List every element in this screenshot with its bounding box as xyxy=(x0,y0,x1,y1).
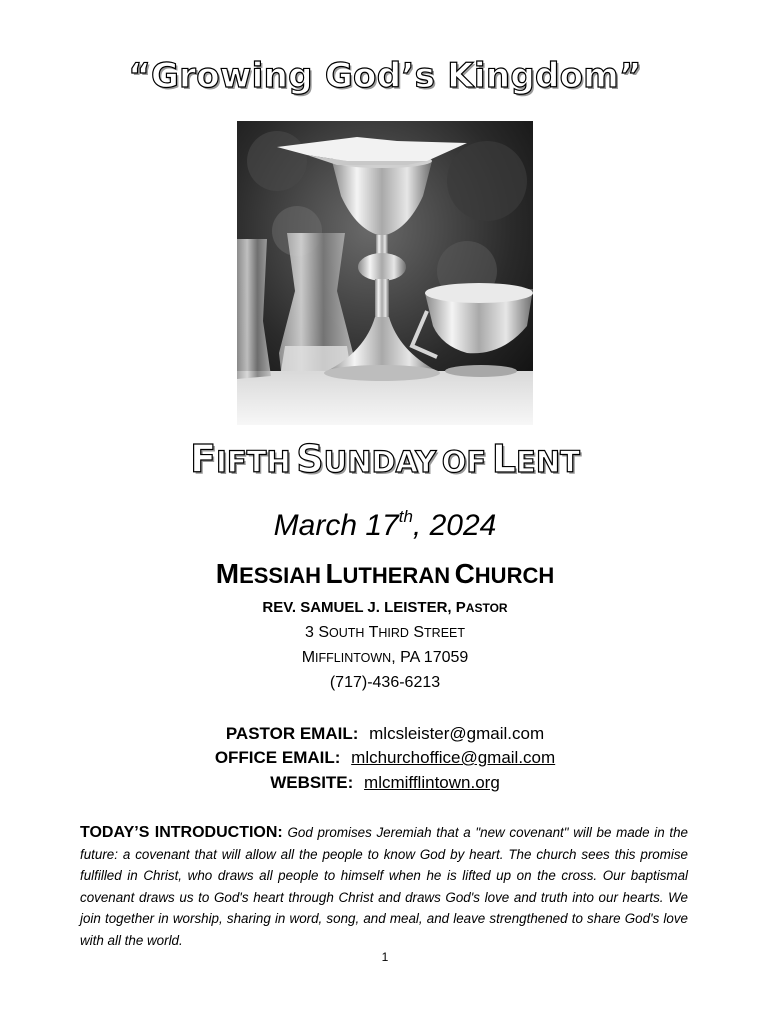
address-part: T xyxy=(368,624,379,641)
church-word-rest: HURCH xyxy=(474,563,555,588)
introduction-text: God promises Jeremiah that a "new covenant" will be made in the future: a covenant that will allow all the people to know God by heart. The church sees this promise fulfilled in Christ, who draws all people to himself when he is lifted up on the cross. Our baptismal covenant draws us to God's heart through Christ and draws God's love and truth into our hearts. We join together in worship, sharing in word, song, and meal, and leave strengthened to share God's love with all the world. xyxy=(80,825,688,948)
church-word-rest: UTHERAN xyxy=(342,563,451,588)
service-date xyxy=(0,506,770,546)
sunday-title xyxy=(0,437,770,481)
communion-chalice-photo xyxy=(237,121,533,425)
church-word-rest: ESSIAH xyxy=(239,563,321,588)
church-word-initial: C xyxy=(454,558,475,589)
address-part: IFFLINTOWN xyxy=(315,651,392,665)
office-email-link[interactable]: mlchurchoffice@gmail.com xyxy=(351,748,556,767)
address-part: OUTH xyxy=(328,626,365,640)
office-email-label: OFFICE EMAIL: xyxy=(214,748,341,767)
date-year: , 2024 xyxy=(412,509,497,542)
address-part: S xyxy=(413,624,425,641)
sunday-word-rest: IFTH xyxy=(216,445,291,479)
sunday-word-initial: L xyxy=(491,437,517,481)
pastor-title-initial: P xyxy=(455,599,466,616)
theme-title: “Growing God’s Kingdom” xyxy=(128,56,642,96)
office-email-line xyxy=(0,746,770,770)
address-part: TREET xyxy=(424,626,466,640)
date-main: March 17 xyxy=(273,509,399,542)
pastor-line xyxy=(0,597,770,619)
sunday-word-rest: UNDAY xyxy=(323,445,437,479)
pastor-email-line xyxy=(0,722,770,746)
date-ordinal: th xyxy=(398,507,413,526)
sunday-word-initial: S xyxy=(296,437,324,481)
pastor-email-value[interactable]: mlcsleister@gmail.com xyxy=(369,724,545,743)
website-line xyxy=(0,771,770,795)
website-link[interactable]: mlcmifflintown.org xyxy=(364,773,500,792)
pastor-email-label: PASTOR EMAIL: xyxy=(225,724,359,743)
todays-introduction xyxy=(80,822,688,952)
address-part: 3 S xyxy=(304,624,329,641)
sunday-word: OF xyxy=(441,445,487,479)
introduction-label: TODAY’S INTRODUCTION: xyxy=(80,824,283,841)
address-part: HIRD xyxy=(378,626,409,640)
sunday-word-initial: F xyxy=(190,437,217,481)
address-part: , PA 17059 xyxy=(391,649,469,666)
church-word-initial: L xyxy=(325,558,343,589)
pastor-title-rest: ASTOR xyxy=(465,601,508,615)
pastor-name: REV. SAMUEL J. LEISTER, xyxy=(262,599,456,616)
address-part: M xyxy=(301,649,316,666)
sunday-word-rest: ENT xyxy=(516,445,580,479)
address-street xyxy=(0,622,770,644)
church-name xyxy=(0,556,770,597)
church-word-initial: M xyxy=(215,558,240,589)
address-city xyxy=(0,647,770,669)
website-label: WEBSITE: xyxy=(270,773,354,792)
phone-number: (717)-436-6213 xyxy=(329,674,441,691)
page-number: 1 xyxy=(381,950,389,964)
